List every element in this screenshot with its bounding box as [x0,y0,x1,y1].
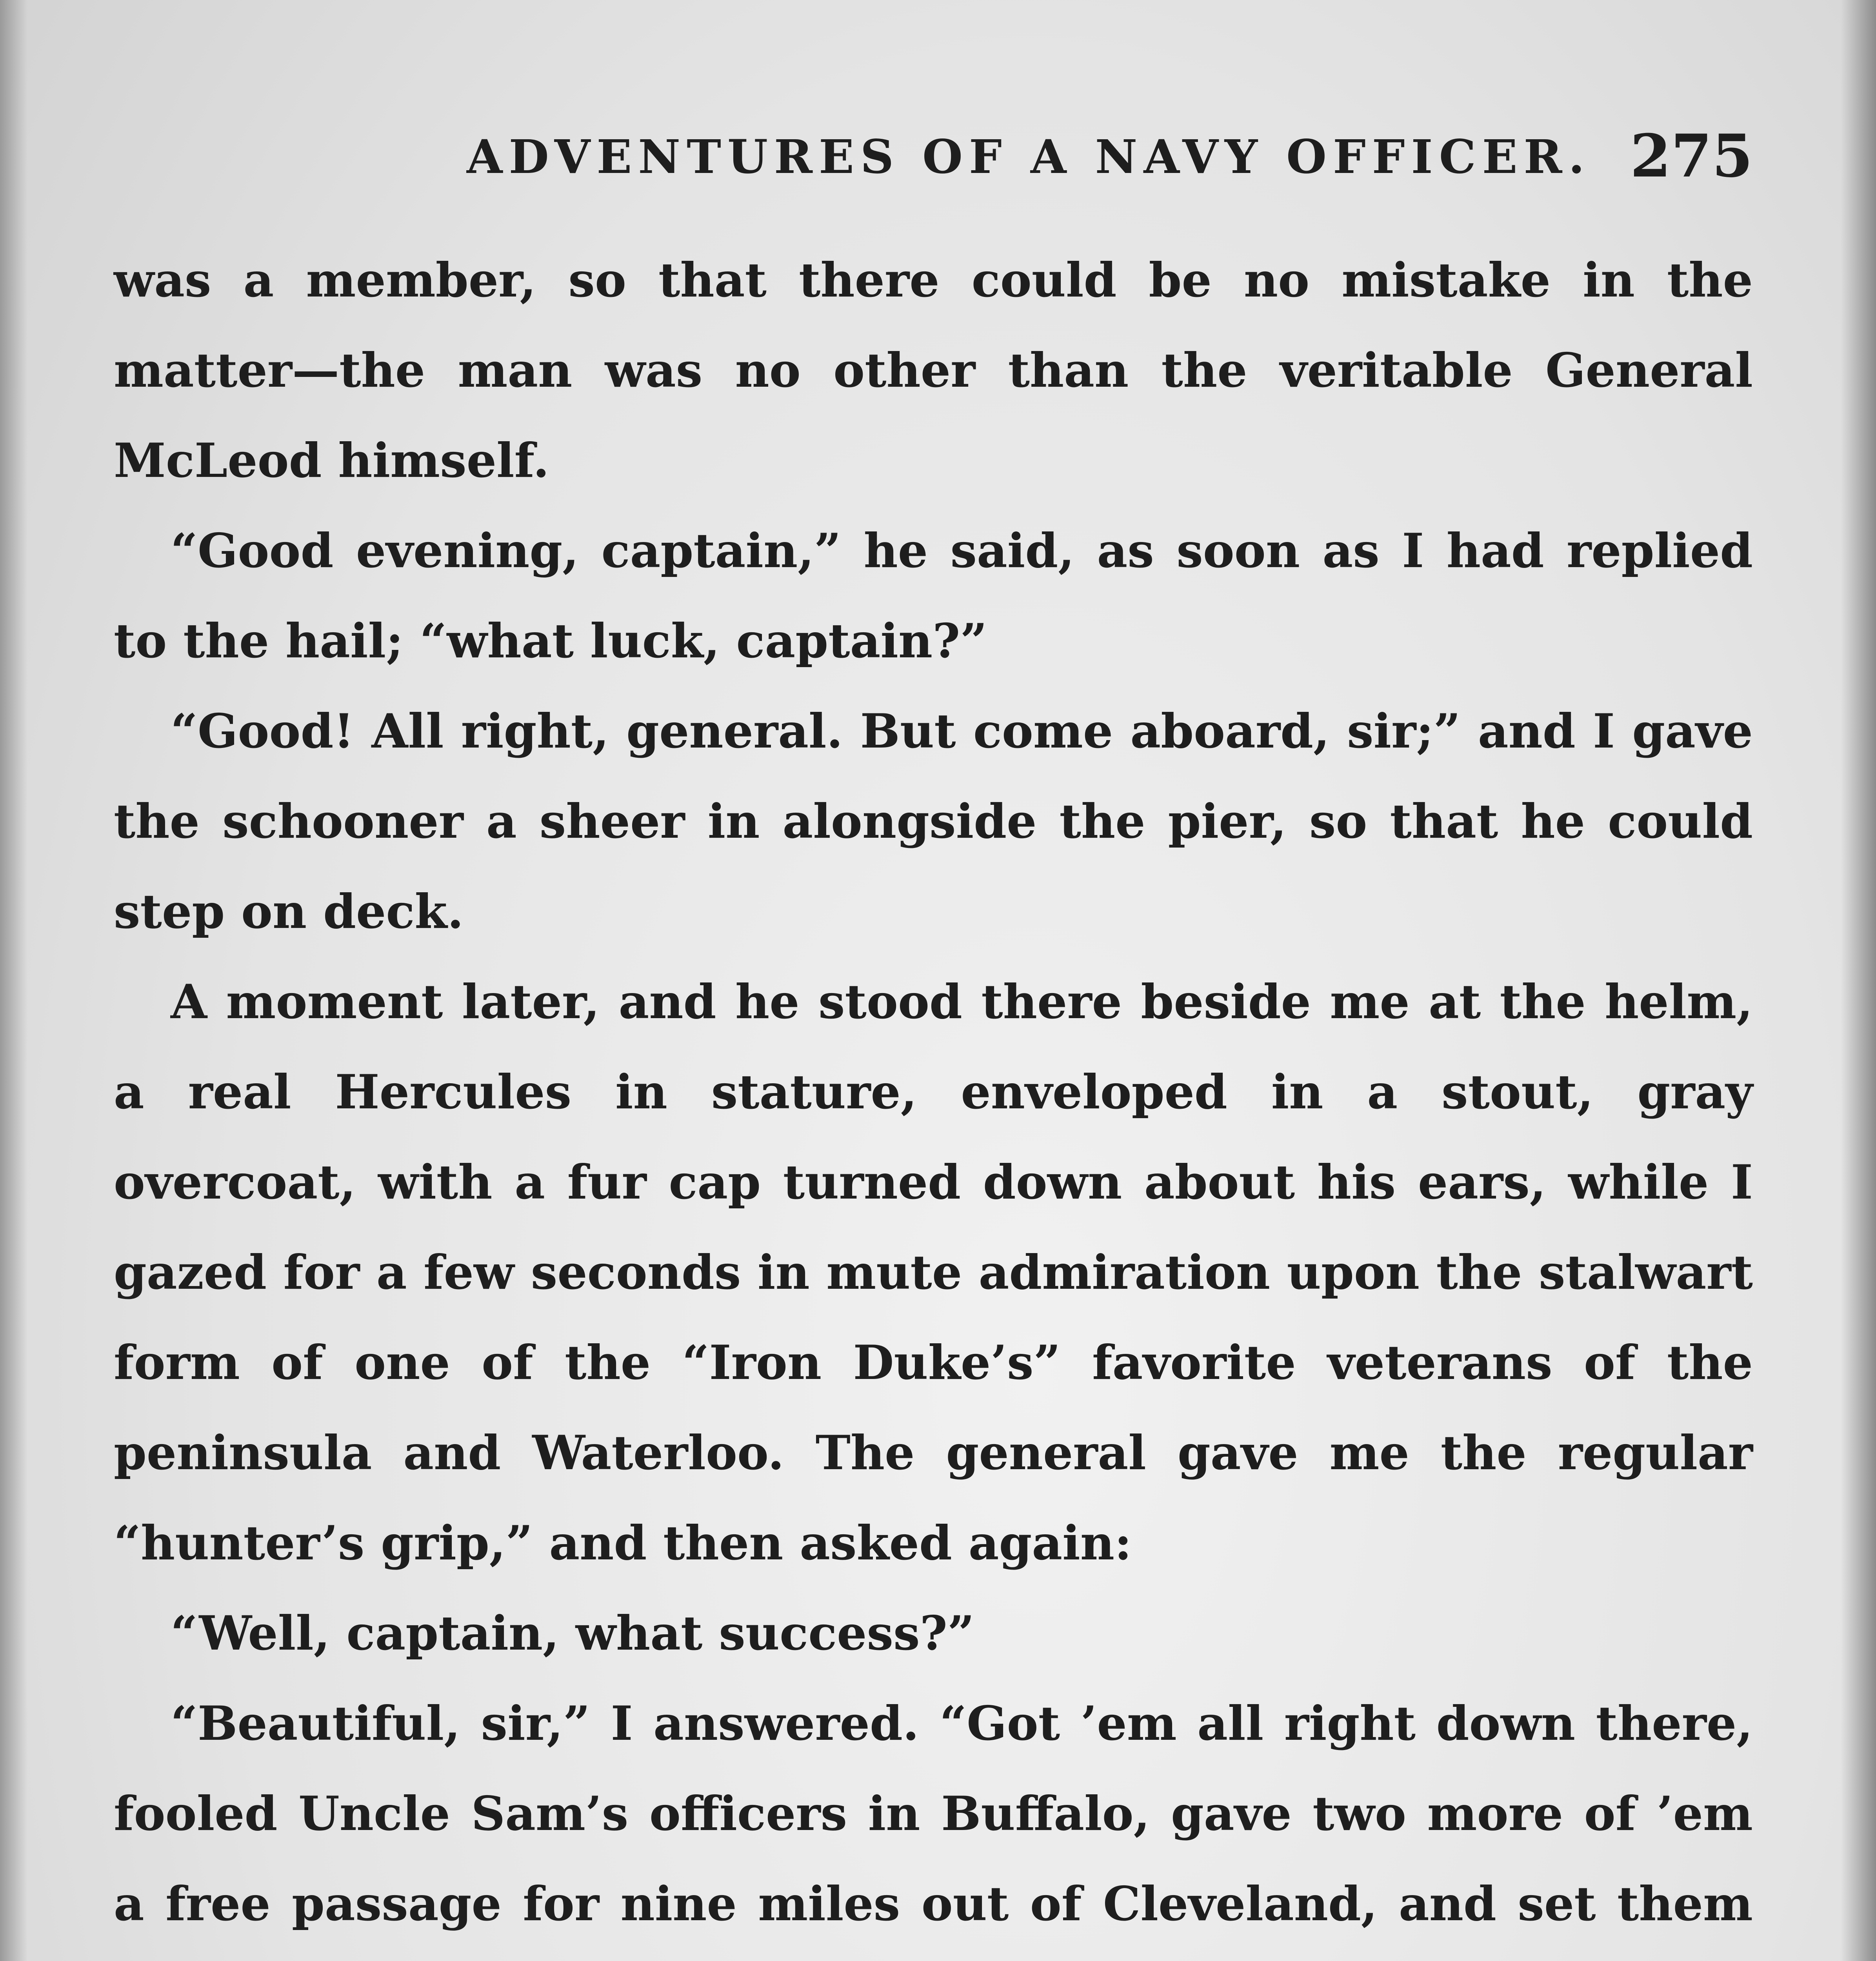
paragraph-continued: was a member, so that there could be no mistake in the matter—the man was no other than the veritable General McLeod himself. [114,253,1753,488]
page-right-edge-shadow [1841,0,1876,1961]
running-head: ADVENTURES OF A NAVY OFFICER. [467,129,1591,184]
paragraph: “Well, captain, what success?” [171,1606,974,1661]
paragraph: “Good! All right, general. But come aboard, sir;” and I gave the schooner a sheer in alongside the pier, so that he could step on deck. [114,704,1753,939]
paragraph: A moment later, and he stood there beside me at the helm, a real Hercules in stature, enveloped in a stout, gray overcoat, with a fur cap turned down about his ears, while I gazed for a few seconds in mute admiration upon the stalwart form of one of the “Iron Duke’s” favorite veterans of the peninsula and Waterloo. The general gave me the regular “hunter’s grip,” and then asked again: [114,974,1753,1571]
page-header [114,122,1753,191]
page-number: 275 [1630,122,1753,191]
paragraph: “Good evening, captain,” he said, as soon as I had replied to the hail; “what luck, captain?” [114,523,1753,669]
page-left-edge-shadow [0,0,27,1961]
body-text [114,235,1753,1961]
paragraph: “Beautiful, sir,” I answered. “Got ’em all right down there, fooled Uncle Sam’s officers in Buffalo, gave two more of ’em a free passage for nine miles out of Cleveland, and set them [114,1696,1753,1932]
